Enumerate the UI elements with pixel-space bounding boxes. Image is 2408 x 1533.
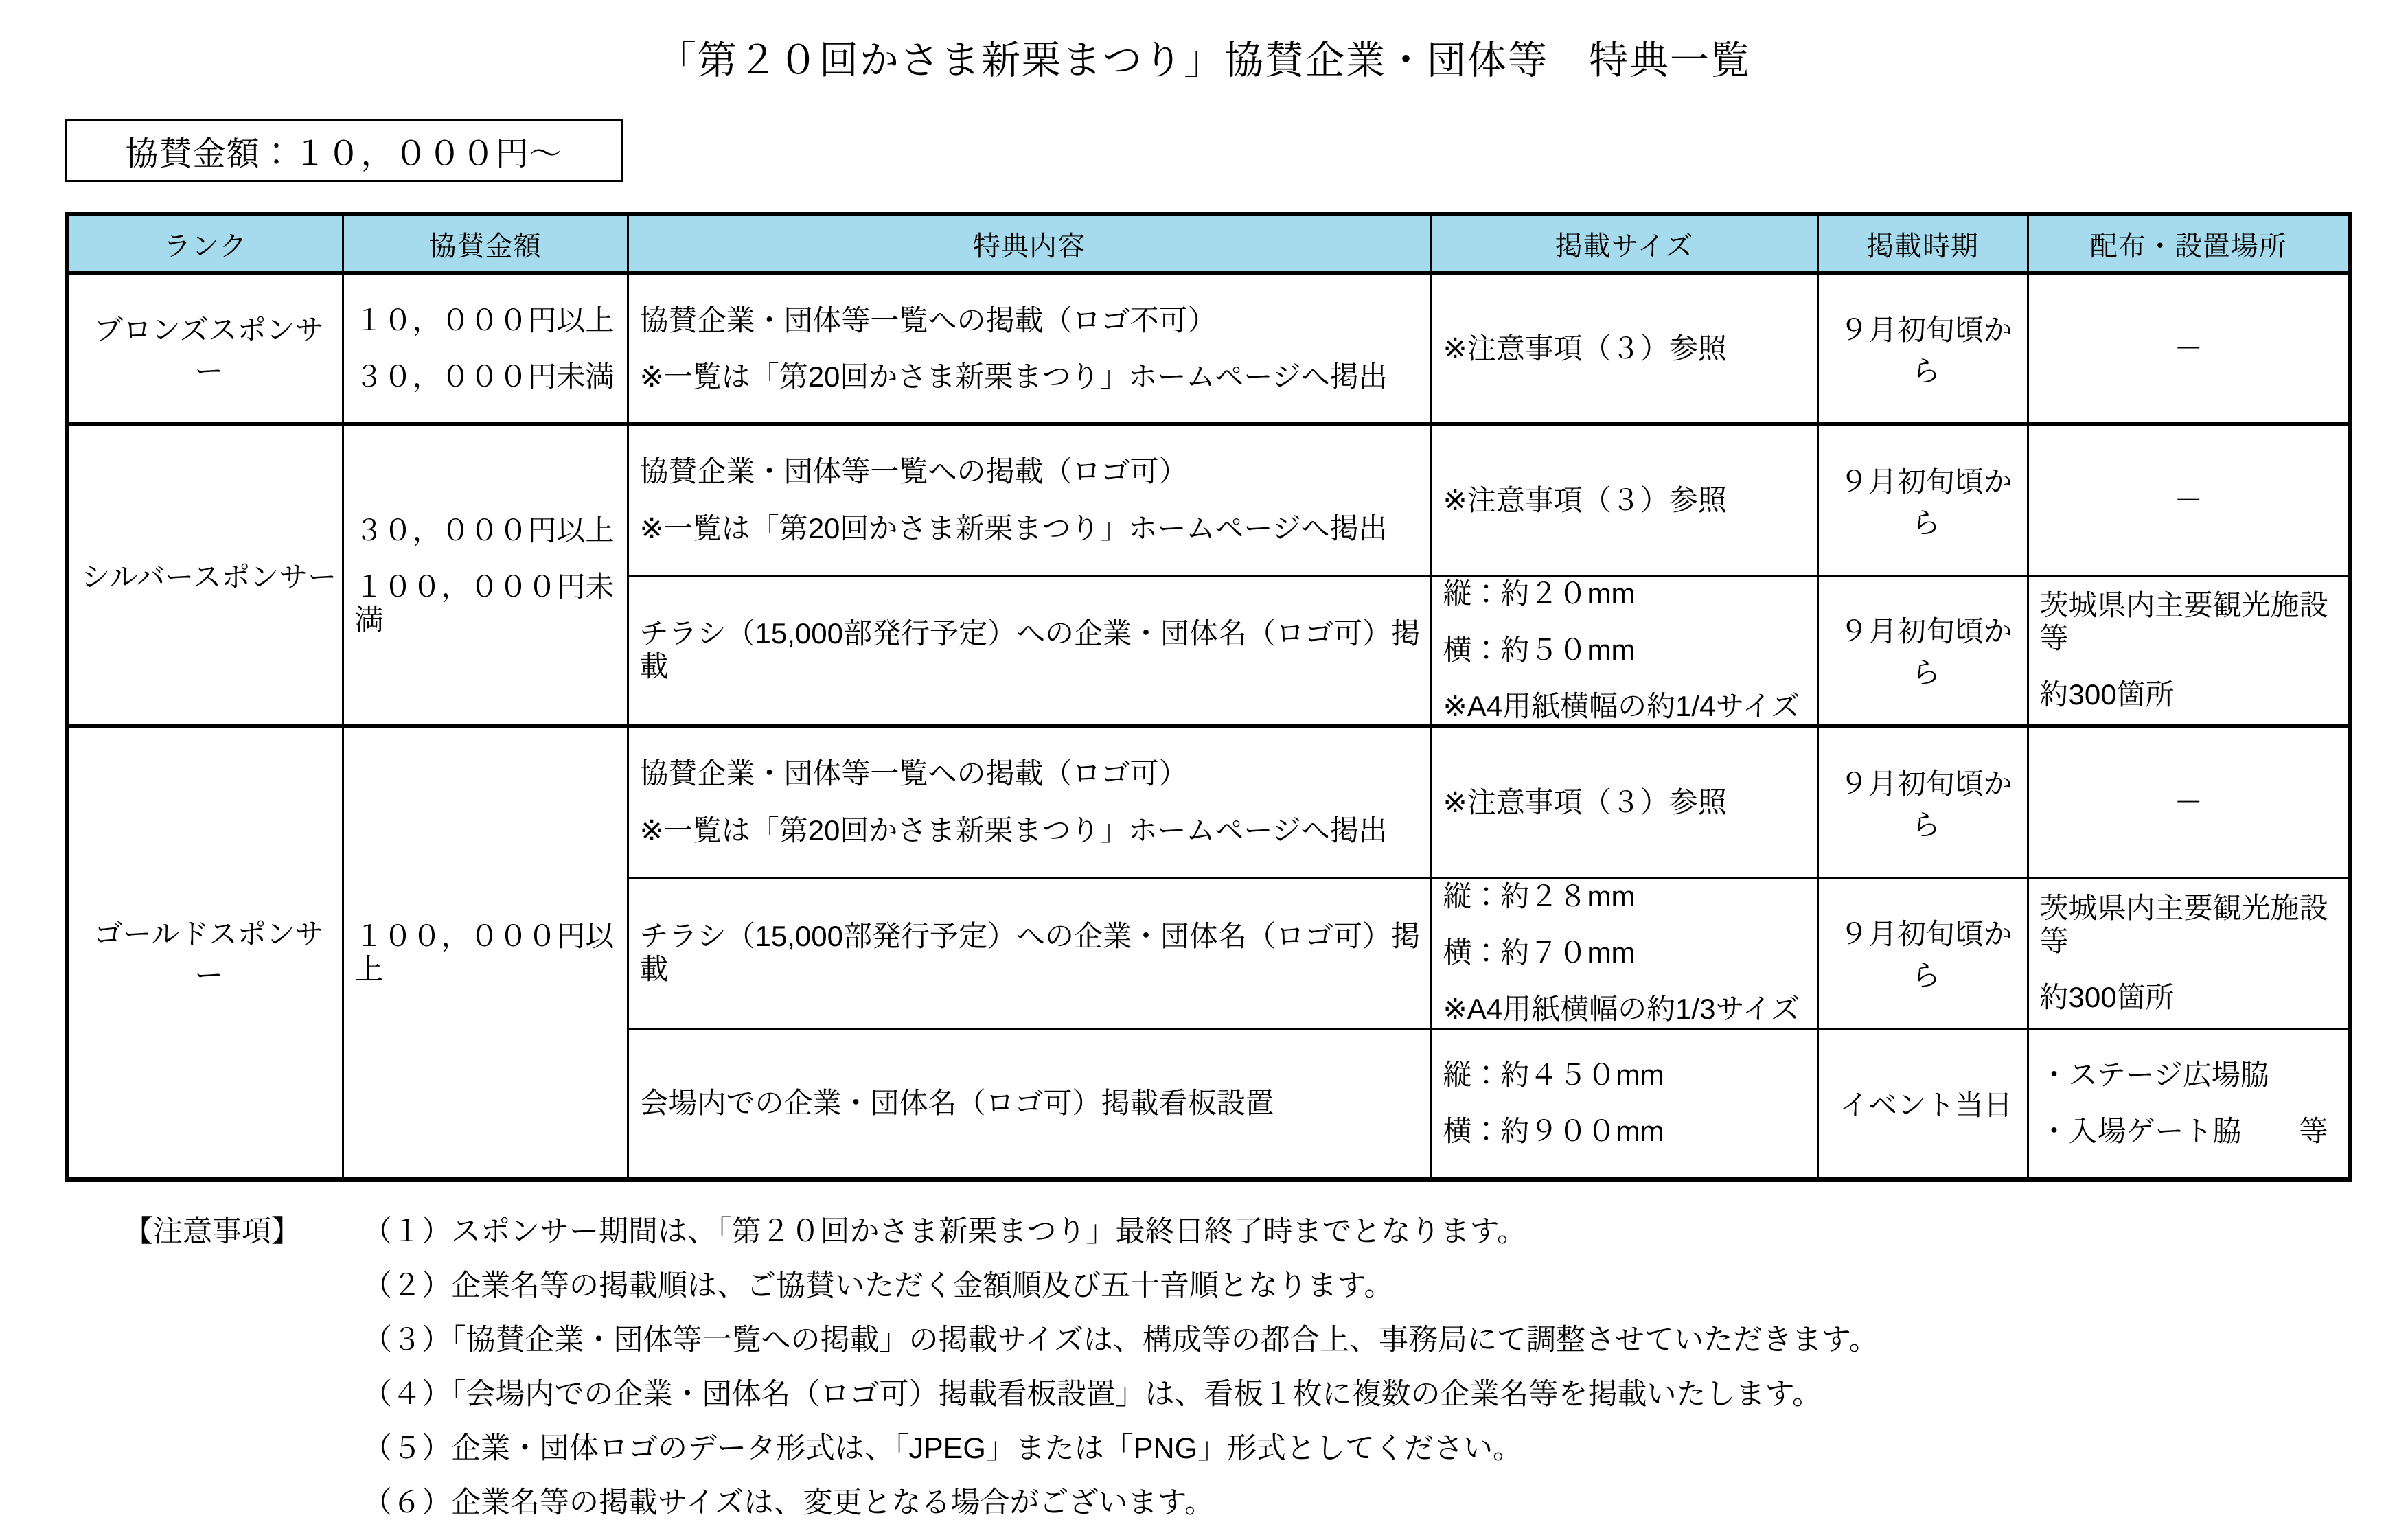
size-line: 横：約９００mm — [1443, 1115, 1664, 1148]
period-label: ９月初旬頃から — [1839, 767, 2013, 841]
period-cell — [1818, 273, 2028, 424]
table-header — [67, 214, 2350, 273]
size-line: ※注意事項（３）参照 — [1443, 332, 1727, 365]
place-line: 茨城県内主要観光施設等 — [2039, 588, 2328, 655]
place-cell — [2028, 1028, 2350, 1179]
period-cell — [1818, 424, 2028, 575]
place-line: 約300箇所 — [2039, 678, 2175, 711]
column-header-amount: 協賛金額 — [343, 214, 628, 273]
size-line: ※A4用紙横幅の約1/3サイズ — [1443, 993, 1800, 1026]
amount-cell — [343, 424, 628, 726]
size-cell — [1431, 1028, 1818, 1179]
place-cell — [2028, 424, 2350, 575]
size-line: ※注意事項（３）参照 — [1443, 785, 1727, 818]
size-line: 縦：約２８mm — [1443, 879, 1636, 912]
place-line: － — [2174, 332, 2203, 365]
column-header-benefit: 特典内容 — [628, 214, 1431, 273]
size-line: 横：約５０mm — [1443, 634, 1636, 667]
benefit-line: 協賛企業・団体等一覧への掲載（ロゴ可） — [639, 455, 1188, 488]
benefit-line: ※一覧は「第20回かさま新栗まつり」ホームページへ掲出 — [639, 511, 1388, 544]
size-cell — [1431, 273, 1818, 424]
column-header-place: 配布・設置場所 — [2028, 214, 2350, 273]
place-cell — [2028, 877, 2350, 1028]
notes-section — [124, 1217, 2408, 1533]
amount-line: １００，０００円以上 — [354, 919, 615, 985]
place-cell — [2028, 726, 2350, 877]
rank-cell — [67, 726, 343, 1179]
note-item: （６）企業名等の掲載サイズは、変更となる場合がございます。 — [363, 1486, 1215, 1519]
place-line: ・ステージ広場脇 — [2039, 1058, 2269, 1091]
page-title: 「第２０回かさま新栗まつり」協賛企業・団体等 特典一覧 — [657, 38, 1751, 82]
size-line: 縦：約４５０mm — [1443, 1058, 1664, 1091]
rank-label: ブロンズスポンサー — [93, 314, 324, 387]
benefit-line: 協賛企業・団体等一覧への掲載（ロゴ不可） — [639, 303, 1217, 336]
sponsorship-amount-text: 協賛金額：１０，０００円～ — [125, 135, 563, 172]
benefit-cell — [628, 726, 1431, 877]
period-label: ９月初旬頃から — [1839, 918, 2013, 991]
benefit-line: チラシ（15,000部発行予定）への企業・団体名（ロゴ可）掲載 — [639, 919, 1420, 985]
column-header-rank: ランク — [67, 214, 343, 273]
table-row-bronze — [67, 273, 2350, 424]
size-cell — [1431, 726, 1818, 877]
period-label: イベント当日 — [1839, 1089, 2013, 1122]
size-cell — [1431, 575, 1818, 726]
place-line: － — [2174, 785, 2203, 818]
period-cell — [1818, 575, 2028, 726]
size-cell — [1431, 877, 1818, 1028]
note-item: （１）スポンサー期間は、「第２０回かさま新栗まつり」最終日終了時までとなります。 — [363, 1215, 1527, 1248]
benefit-line: 会場内での企業・団体名（ロゴ可）掲載看板設置 — [639, 1087, 1274, 1120]
note-item: （３）「協賛企業・団体等一覧への掲載」の掲載サイズは、構成等の都合上、事務局にて調整させていただきます。 — [363, 1324, 1879, 1357]
benefit-cell — [628, 877, 1431, 1028]
amount-line: １０，０００円以上 — [354, 303, 615, 336]
amount-line: ３０，０００円未満 — [354, 360, 615, 393]
period-cell — [1818, 726, 2028, 877]
benefit-line: ※一覧は「第20回かさま新栗まつり」ホームページへ掲出 — [639, 814, 1388, 846]
size-line: 縦：約２０mm — [1443, 577, 1636, 610]
benefit-cell — [628, 273, 1431, 424]
period-cell — [1818, 1028, 2028, 1179]
note-item: （５）企業・団体ロゴのデータ形式は、「JPEG」または「PNG」形式としてください。 — [363, 1432, 1522, 1465]
benefits-table — [65, 212, 2352, 1182]
place-cell — [2028, 273, 2350, 424]
notes-list — [363, 1217, 1879, 1533]
column-header-period: 掲載時期 — [1818, 214, 2028, 273]
place-line: 約300箇所 — [2039, 981, 2175, 1014]
sponsorship-amount-box — [65, 119, 623, 182]
amount-line: １００，０００円未満 — [354, 570, 615, 636]
table-row-silver-1 — [67, 424, 2350, 575]
benefit-line: チラシ（15,000部発行予定）への企業・団体名（ロゴ可）掲載 — [639, 616, 1420, 683]
header-row — [67, 214, 2350, 273]
amount-cell — [343, 273, 628, 424]
place-line: 茨城県内主要観光施設等 — [2039, 891, 2328, 957]
benefit-line: ※一覧は「第20回かさま新栗まつり」ホームページへ掲出 — [639, 360, 1388, 393]
rank-label: シルバースポンサー — [81, 561, 337, 593]
note-item: （２）企業名等の掲載順は、ご協賛いただく金額順及び五十音順となります。 — [363, 1269, 1394, 1302]
note-item: （４）「会場内での企業・団体名（ロゴ可）掲載看板設置」は、看板１枚に複数の企業名等を掲載いたします。 — [363, 1378, 1822, 1411]
rank-cell — [67, 424, 343, 726]
place-line: － — [2174, 483, 2203, 516]
period-label: ９月初旬頃から — [1839, 615, 2013, 689]
benefit-cell — [628, 1028, 1431, 1179]
size-line: 横：約７０mm — [1443, 936, 1636, 969]
benefit-cell — [628, 424, 1431, 575]
period-cell — [1818, 877, 2028, 1028]
size-line: ※A4用紙横幅の約1/4サイズ — [1443, 690, 1800, 723]
table-row-gold-1 — [67, 726, 2350, 877]
rank-cell — [67, 273, 343, 424]
column-header-size: 掲載サイズ — [1431, 214, 1818, 273]
size-cell — [1431, 424, 1818, 575]
place-cell — [2028, 575, 2350, 726]
place-line: ・入場ゲート脇 等 — [2039, 1115, 2328, 1148]
amount-cell — [343, 726, 628, 1179]
period-label: ９月初旬頃から — [1839, 314, 2013, 387]
rank-label: ゴールドスポンサー — [93, 918, 324, 991]
period-label: ９月初旬頃から — [1839, 465, 2013, 539]
size-line: ※注意事項（３）参照 — [1443, 483, 1727, 516]
benefit-line: 協賛企業・団体等一覧への掲載（ロゴ可） — [639, 757, 1188, 790]
benefit-cell — [628, 575, 1431, 726]
notes-label: 【注意事項】 — [124, 1215, 301, 1248]
amount-line: ３０，０００円以上 — [354, 514, 615, 546]
